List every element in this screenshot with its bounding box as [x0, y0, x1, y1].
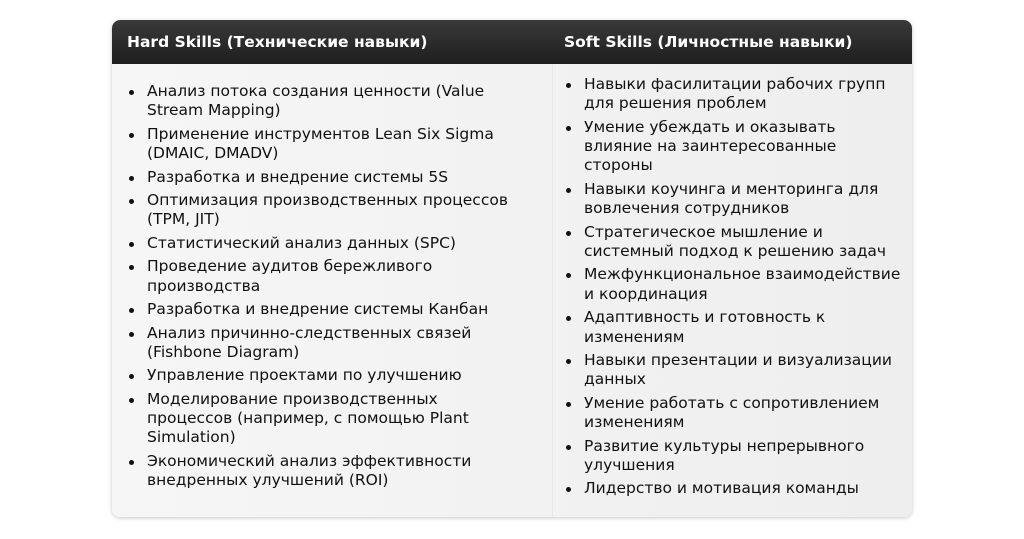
- hard-skill-item-text: Разработка и внедрение системы Канбан: [147, 300, 489, 319]
- hard-skill-item: [112, 300, 512, 319]
- bullet-icon: [566, 487, 571, 492]
- soft-skill-item: [564, 223, 906, 262]
- table-body: [112, 64, 912, 517]
- hard-skill-item: [112, 452, 512, 491]
- skills-table: [112, 20, 912, 517]
- soft-skill-item: [564, 394, 906, 433]
- bullet-icon: [566, 83, 571, 88]
- soft-skills-title: Soft Skills (Личностные навыки): [564, 33, 853, 51]
- hard-skill-item-text: Анализ потока создания ценности (Value Stream Mapping): [147, 82, 485, 120]
- soft-skill-item: [564, 308, 906, 347]
- hard-skills-list: [112, 82, 512, 495]
- hard-skill-item: [112, 191, 512, 230]
- bullet-icon: [129, 265, 134, 270]
- hard-skill-item: [112, 82, 512, 121]
- soft-skill-item-text: Развитие культуры непрерывного улучшения: [584, 436, 865, 474]
- soft-skill-item-text: Умение убеждать и оказывать влияние на заинтересованные стороны: [584, 117, 837, 175]
- column-divider: [552, 64, 553, 517]
- hard-skill-item: [112, 125, 512, 164]
- soft-skills-list: [564, 75, 906, 503]
- hard-skill-item: [112, 390, 512, 448]
- bullet-icon: [566, 188, 571, 193]
- table-header: [112, 20, 912, 64]
- hard-skill-item-text: Экономический анализ эффективности внедренных улучшений (ROI): [147, 451, 472, 490]
- bullet-icon: [566, 402, 571, 407]
- soft-skill-item-text: Навыки коучинга и менторинга для вовлечения сотрудников: [584, 179, 879, 218]
- hard-skills-title: Hard Skills (Технические навыки): [127, 33, 428, 51]
- hard-skill-item-text: Управление проектами по улучшению: [147, 366, 462, 385]
- hard-skill-item-text: Применение инструментов Lean Six Sigma (DMAIC, DMADV): [147, 124, 494, 163]
- soft-skill-item-text: Навыки презентации и визуализации данных: [584, 350, 893, 389]
- bullet-icon: [129, 242, 134, 247]
- bullet-icon: [566, 359, 571, 364]
- hard-skill-item: [112, 324, 512, 363]
- hard-skill-item-text: Разработка и внедрение системы 5S: [147, 167, 449, 186]
- hard-skill-item-text: Анализ причинно-следственных связей (Fishbone Diagram): [147, 323, 472, 361]
- bullet-icon: [566, 273, 571, 278]
- bullet-icon: [566, 126, 571, 131]
- soft-skill-item-text: Лидерство и мотивация команды: [584, 479, 859, 498]
- bullet-icon: [129, 199, 134, 204]
- hard-skill-item-text: Статистический анализ данных (SPC): [147, 233, 456, 252]
- bullet-icon: [129, 398, 134, 403]
- hard-skill-item-text: Оптимизация производственных процессов (TPM, JIT): [147, 191, 508, 229]
- bullet-icon: [566, 445, 571, 450]
- soft-skill-item: [564, 118, 906, 176]
- bullet-icon: [129, 90, 134, 95]
- soft-skill-item-text: Стратегическое мышление и системный подход к решению задач: [584, 222, 887, 260]
- bullet-icon: [129, 133, 134, 138]
- hard-skill-item-text: Проведение аудитов бережливого производства: [147, 257, 433, 295]
- bullet-icon: [566, 231, 571, 236]
- soft-skill-item: [564, 479, 906, 498]
- soft-skill-item: [564, 265, 906, 304]
- soft-skill-item-text: Межфункциональное взаимодействие и координация: [584, 265, 901, 303]
- soft-skill-item: [564, 351, 906, 390]
- soft-skill-item-text: Умение работать с сопротивлением изменениям: [584, 393, 880, 432]
- bullet-icon: [129, 308, 134, 313]
- soft-skill-item-text: Навыки фасилитации рабочих групп для решения проблем: [584, 75, 886, 113]
- soft-skill-item-text: Адаптивность и готовность к изменениям: [584, 308, 826, 346]
- bullet-icon: [129, 176, 134, 181]
- soft-skill-item: [564, 180, 906, 219]
- bullet-icon: [566, 316, 571, 321]
- hard-skill-item-text: Моделирование производственных процессов (например, с помощью Plant Simulation): [147, 389, 469, 447]
- bullet-icon: [129, 332, 134, 337]
- hard-skill-item: [112, 366, 512, 385]
- soft-skill-item: [564, 437, 906, 476]
- hard-skill-item: [112, 168, 512, 187]
- hard-skill-item: [112, 257, 512, 296]
- bullet-icon: [129, 460, 134, 465]
- bullet-icon: [129, 374, 134, 379]
- hard-skill-item: [112, 234, 512, 253]
- soft-skill-item: [564, 75, 906, 114]
